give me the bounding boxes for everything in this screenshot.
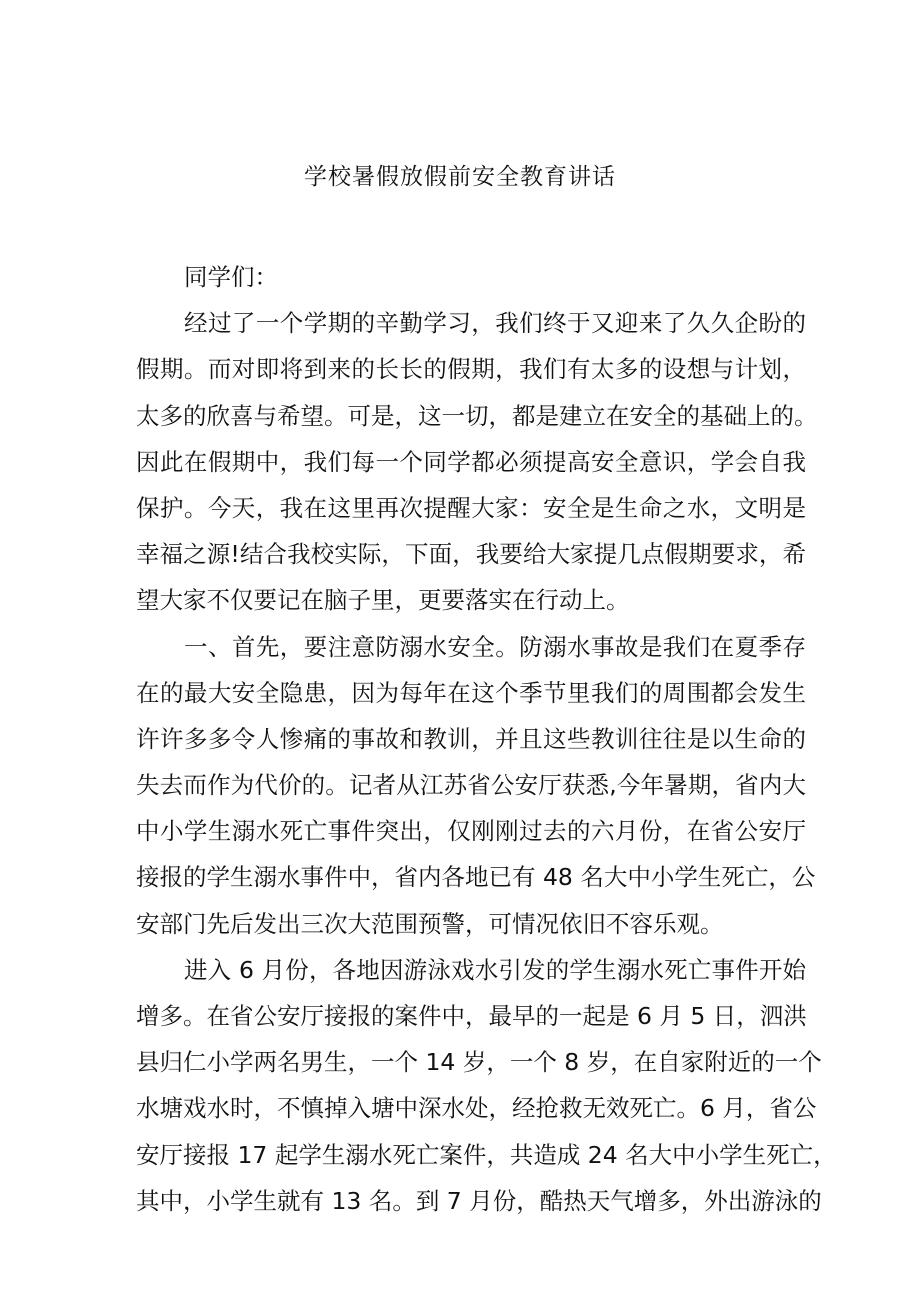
- paragraph-3-line-2: 增多。在省公安厅接报的案件中，最早的一起是 6 月 5 日，泗洪: [136, 1002, 807, 1030]
- paragraph-3-line-6: 其中，小学生就有 13 名。到 7 月份，酷热天气增多，外出游泳的: [136, 1186, 822, 1215]
- paragraph-2-line-6: 接报的学生溺水事件中，省内各地已有 48 名大中小学生死亡，公: [136, 863, 816, 892]
- paragraph-1-line-6: 幸福之源!结合我校实际，下面，我要给大家提几点假期要求，希: [136, 540, 806, 569]
- paragraph-2-line-3: 许许多多令人惨痛的事故和教训，并且这些教训往往是以生命的: [136, 724, 806, 753]
- paragraph-3-line-4: 水塘戏水时，不慎掉入塘中深水处，经抢救无效死亡。6 月，省公: [136, 1094, 817, 1123]
- paragraph-1-line-7: 望大家不仅要记在脑子里，更要落实在行动上。: [136, 586, 630, 615]
- document-title: 学校暑假放假前安全教育讲话: [304, 164, 616, 190]
- paragraph-1-line-2: 假期。而对即将到来的长长的假期，我们有太多的设想与计划，: [136, 355, 806, 384]
- paragraph-3-line-5: 安厅接报 17 起学生溺水死亡案件，共造成 24 名大中小学生死亡，: [136, 1140, 837, 1169]
- paragraph-1-line-4: 因此在假期中，我们每一个同学都必须提高安全意识，学会自我: [136, 447, 806, 476]
- paragraph-2-line-4: 失去而作为代价的。记者从江苏省公安厅获悉,今年暑期，省内大: [136, 771, 806, 800]
- paragraph-3-line-1: 进入 6 月份，各地因游泳戏水引发的学生溺水死亡事件开始: [184, 955, 806, 984]
- paragraph-2-line-7: 安部门先后发出三次大范围预警，可情况依旧不容乐观。: [136, 909, 724, 938]
- paragraph-1-line-3: 太多的欣喜与希望。可是，这一切，都是建立在安全的基础上的。: [136, 401, 818, 430]
- paragraph-2-line-2: 在的最大安全隐患，因为每年在这个季节里我们的周围都会发生: [136, 678, 806, 707]
- paragraph-2-line-5: 中小学生溺水死亡事件突出，仅刚刚过去的六月份，在省公安厅: [136, 817, 806, 846]
- document-body: [136, 254, 837, 1224]
- paragraph-2-line-1: 一、首先，要注意防溺水安全。防溺水事故是我们在夏季存: [184, 632, 806, 661]
- paragraph-1-line-1: 经过了一个学期的辛勤学习，我们终于又迎来了久久企盼的: [184, 309, 806, 338]
- paragraph-3-line-3: 县归仁小学两名男生，一个 14 岁，一个 8 岁，在自家附近的一个: [136, 1048, 822, 1077]
- paragraph-1-line-5: 保护。今天，我在这里再次提醒大家：安全是生命之水，文明是: [136, 493, 806, 522]
- salutation: 同学们：: [184, 263, 278, 291]
